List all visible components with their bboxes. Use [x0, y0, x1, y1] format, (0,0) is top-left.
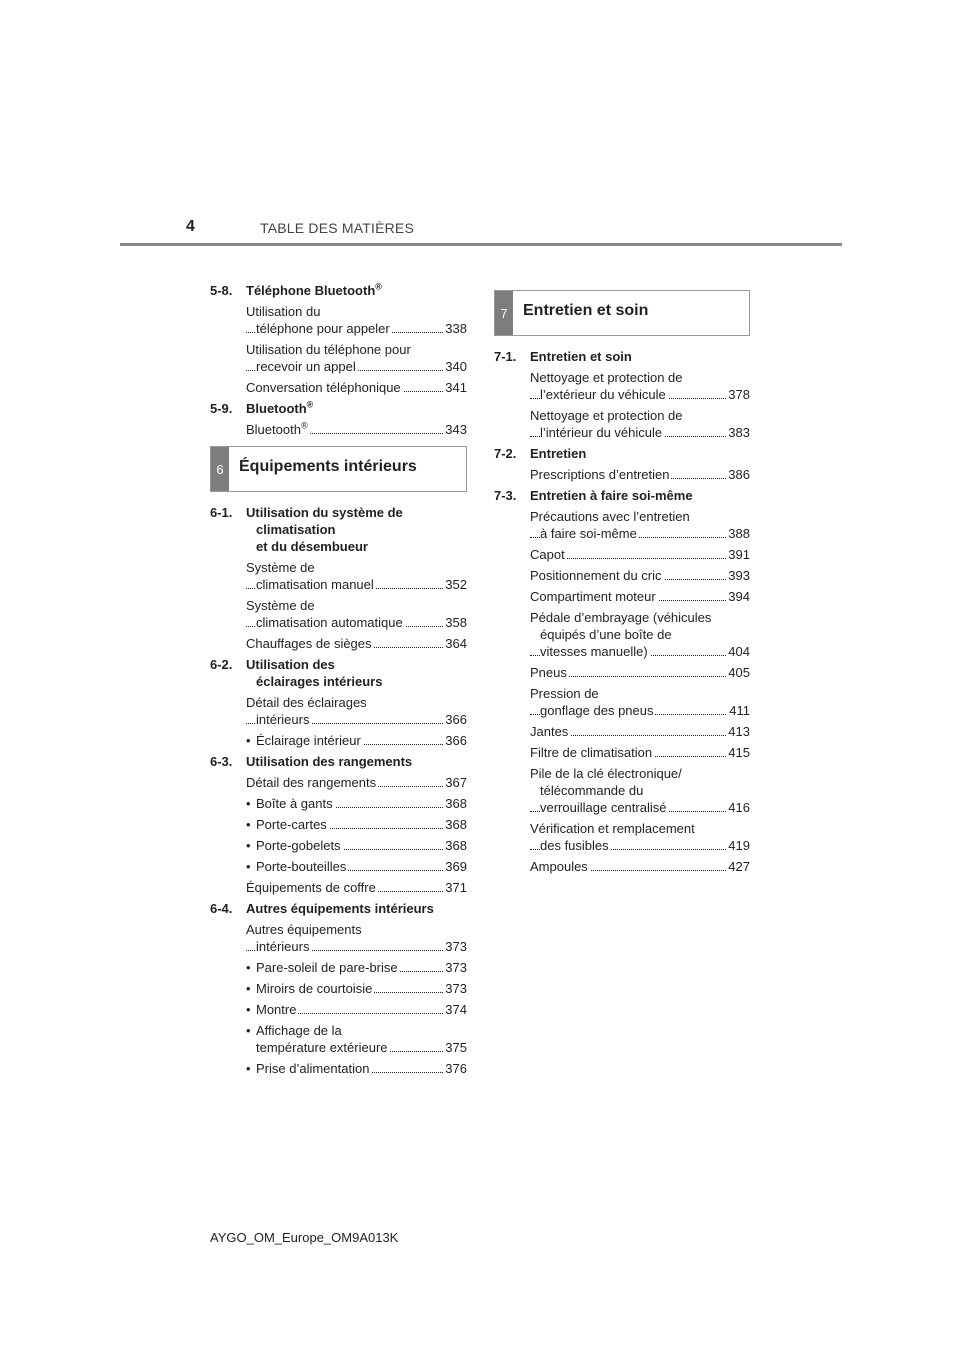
- page-ref: 368: [445, 796, 467, 811]
- bullet-icon: •: [246, 960, 251, 975]
- toc-subentry[interactable]: • Prise d’alimentation 376: [246, 1061, 467, 1076]
- toc-entry[interactable]: Compartiment moteur 394: [530, 589, 750, 604]
- toc-subentry[interactable]: • Porte-bouteilles 369: [246, 859, 467, 874]
- page-ref: 405: [728, 665, 750, 680]
- page-ref: 413: [728, 724, 750, 739]
- page-ref: 373: [445, 981, 467, 996]
- bullet-icon: •: [246, 981, 251, 996]
- page-ref: 366: [445, 733, 467, 748]
- toc-subentry[interactable]: • Pare-soleil de pare-brise 373: [246, 960, 467, 975]
- section-heading[interactable]: 6-3. Utilisation des rangements: [210, 754, 413, 769]
- toc-entry[interactable]: Filtre de climatisation 415: [530, 745, 750, 760]
- chapter-tab: 7: [495, 291, 513, 335]
- toc-subentry[interactable]: • Affichage de la température extérieure 375: [246, 1023, 467, 1055]
- page-ref: 340: [445, 359, 467, 374]
- toc-entry[interactable]: Utilisation du téléphone pour recevoir un appel 340: [246, 342, 467, 374]
- section-heading[interactable]: 5-9. Bluetooth®: [210, 399, 314, 416]
- toc-entry[interactable]: Nettoyage et protection de l’extérieur du véhicule 378: [530, 370, 750, 402]
- page-ref: 368: [445, 838, 467, 853]
- toc-subentry[interactable]: • Porte-cartes 368: [246, 817, 467, 832]
- chapter-banner-7[interactable]: [494, 290, 750, 336]
- section-heading[interactable]: 5-8. Téléphone Bluetooth®: [210, 281, 382, 298]
- header-rule: [120, 243, 842, 246]
- toc-entry[interactable]: Bluetooth® 343: [246, 420, 467, 437]
- page-ref: 404: [728, 644, 750, 659]
- page-ref: 364: [445, 636, 467, 651]
- bullet-icon: •: [246, 859, 251, 874]
- toc-entry[interactable]: Conversation téléphonique 341: [246, 380, 467, 395]
- toc-entry[interactable]: Pneus 405: [530, 665, 750, 680]
- page-ref: 416: [728, 800, 750, 815]
- page-ref: 358: [445, 615, 467, 630]
- toc-entry[interactable]: Chauffages de sièges 364: [246, 636, 467, 651]
- page-ref: 352: [445, 577, 467, 592]
- toc-entry[interactable]: Système de climatisation automatique 358: [246, 598, 467, 630]
- bullet-icon: •: [246, 817, 251, 832]
- section-heading[interactable]: 6-1. Utilisation du système de climatisation et du désembueur: [210, 505, 403, 554]
- chapter-banner-6[interactable]: [210, 446, 467, 492]
- toc-entry[interactable]: Utilisation du téléphone pour appeler 338: [246, 304, 467, 336]
- toc-entry[interactable]: Équipements de coffre 371: [246, 880, 467, 895]
- toc-entry[interactable]: Détail des rangements 367: [246, 775, 467, 790]
- toc-entry[interactable]: Positionnement du cric 393: [530, 568, 750, 583]
- page-ref: 411: [729, 703, 750, 718]
- toc-entry[interactable]: Pression de gonflage des pneus 411: [530, 686, 750, 718]
- chapter-tab: 6: [211, 447, 229, 491]
- page-ref: 366: [445, 712, 467, 727]
- page-ref: 374: [445, 1002, 467, 1017]
- page-ref: 341: [445, 380, 467, 395]
- page-header: [120, 216, 842, 246]
- page-ref: 373: [445, 939, 467, 954]
- bullet-icon: •: [246, 1023, 251, 1038]
- bullet-icon: •: [246, 733, 251, 748]
- toc-left-column: [210, 282, 467, 1081]
- toc-subentry[interactable]: • Montre 374: [246, 1002, 467, 1017]
- page-ref: 369: [445, 859, 467, 874]
- page-ref: 373: [445, 960, 467, 975]
- page-ref: 388: [728, 526, 750, 541]
- section-heading[interactable]: 7-1. Entretien et soin: [494, 349, 632, 364]
- toc-entry[interactable]: Vérification et remplacement des fusibles 419: [530, 821, 750, 853]
- chapter-title: Entretien et soin: [523, 302, 649, 319]
- toc-subentry[interactable]: • Porte-gobelets 368: [246, 838, 467, 853]
- page-ref: 393: [728, 568, 750, 583]
- page-ref: 368: [445, 817, 467, 832]
- page-ref: 427: [728, 859, 750, 874]
- page-ref: 378: [728, 387, 750, 402]
- page-ref: 343: [445, 422, 467, 437]
- toc-entry[interactable]: Système de climatisation manuel 352: [246, 560, 467, 592]
- page-ref: 367: [445, 775, 467, 790]
- toc-subentry[interactable]: • Éclairage intérieur 366: [246, 733, 467, 748]
- page-ref: 338: [445, 321, 467, 336]
- section-heading[interactable]: 6-4. Autres équipements intérieurs: [210, 901, 434, 916]
- toc-entry[interactable]: Détail des éclairages intérieurs 366: [246, 695, 467, 727]
- toc-subentry[interactable]: • Miroirs de courtoisie 373: [246, 981, 467, 996]
- document-id: AYGO_OM_Europe_OM9A013K: [210, 1230, 399, 1245]
- bullet-icon: •: [246, 796, 251, 811]
- bullet-icon: •: [246, 1061, 251, 1076]
- toc-entry[interactable]: Pédale d’embrayage (véhicules équipés d’une boîte de vitesses manuelle) 404: [530, 610, 750, 659]
- toc-right-column: [494, 282, 750, 879]
- header-title: TABLE DES MATIÈRES: [260, 220, 415, 236]
- page-number: 4: [186, 218, 195, 235]
- bullet-icon: •: [246, 1002, 251, 1017]
- bullet-icon: •: [246, 838, 251, 853]
- page-ref: 391: [728, 547, 750, 562]
- toc-subentry[interactable]: • Boîte à gants 368: [246, 796, 467, 811]
- section-heading[interactable]: 7-3. Entretien à faire soi-même: [494, 488, 693, 503]
- page-ref: 371: [445, 880, 467, 895]
- toc-entry[interactable]: Prescriptions d’entretien 386: [530, 467, 750, 482]
- page-ref: 394: [728, 589, 750, 604]
- toc-entry[interactable]: Autres équipements intérieurs 373: [246, 922, 467, 954]
- toc-entry[interactable]: Ampoules 427: [530, 859, 750, 874]
- page-ref: 375: [445, 1040, 467, 1055]
- page-ref: 415: [728, 745, 750, 760]
- toc-entry[interactable]: Jantes 413: [530, 724, 750, 739]
- section-heading[interactable]: 6-2. Utilisation des éclairages intérieurs: [210, 657, 383, 689]
- page-ref: 419: [728, 838, 750, 853]
- chapter-title: Équipements intérieurs: [239, 458, 417, 475]
- toc-entry[interactable]: Précautions avec l’entretien à faire soi-même 388: [530, 509, 750, 541]
- section-heading[interactable]: 7-2. Entretien: [494, 446, 587, 461]
- toc-entry[interactable]: Pile de la clé électronique/ télécommande du verrouillage centralisé 416: [530, 766, 750, 815]
- page-ref: 376: [445, 1061, 467, 1076]
- page-ref: 386: [728, 467, 750, 482]
- toc-entry[interactable]: Nettoyage et protection de l’intérieur du véhicule 383: [530, 408, 750, 440]
- toc-entry[interactable]: Capot 391: [530, 547, 750, 562]
- page-ref: 383: [728, 425, 750, 440]
